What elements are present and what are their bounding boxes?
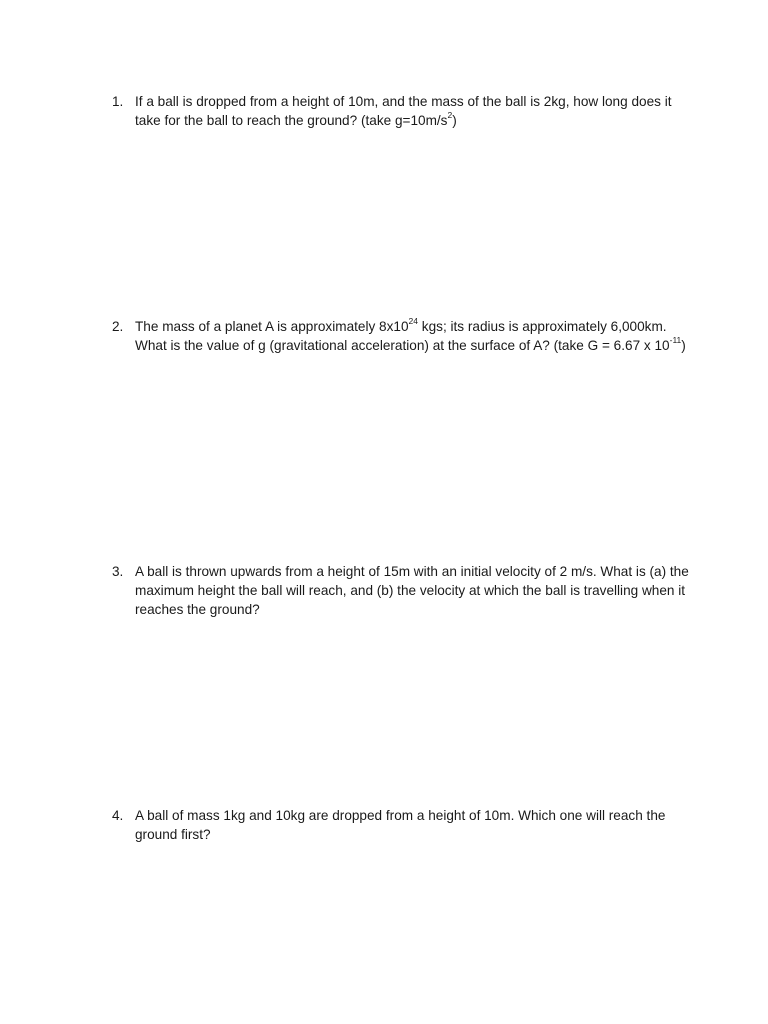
question-1: [112, 92, 692, 130]
question-number: 1.: [112, 94, 124, 109]
question-text-part: ): [681, 338, 686, 353]
superscript-exponent: 24: [408, 316, 419, 327]
question-text: A ball of mass 1kg and 10kg are dropped from a height of 10m. Which one will reach the ground first?: [135, 808, 666, 842]
question-number: 3.: [112, 564, 124, 579]
question-text: [135, 317, 692, 355]
question-text: [135, 92, 692, 130]
question-number: 2.: [112, 319, 124, 334]
question-text-part: The mass of a planet A is approximately 8x10: [135, 319, 409, 334]
question-number: 4.: [112, 808, 124, 823]
superscript-exponent: 2: [447, 110, 453, 121]
question-text-part: ): [452, 113, 457, 128]
superscript-exponent: -11: [669, 335, 682, 346]
question-2: [112, 317, 692, 355]
question-text-part: If a ball is dropped from a height of 10m, and the mass of the ball is 2kg, how long does it take for the ball to reach the ground? (take g=10m/s: [135, 94, 672, 128]
question-text: A ball is thrown upwards from a height of 15m with an initial velocity of 2 m/s. What is (a) the maximum height the ball will reach, and (b) the velocity at which the ball is travelling when it reaches the ground?: [135, 564, 689, 617]
question-3: [112, 562, 692, 619]
question-4: [112, 806, 692, 844]
question-text-part: kgs; its radius is approximately 6,000km. What is the value of g (gravitational acceleration) at the surface of A? (take G = 6.67 x 10: [135, 319, 670, 353]
